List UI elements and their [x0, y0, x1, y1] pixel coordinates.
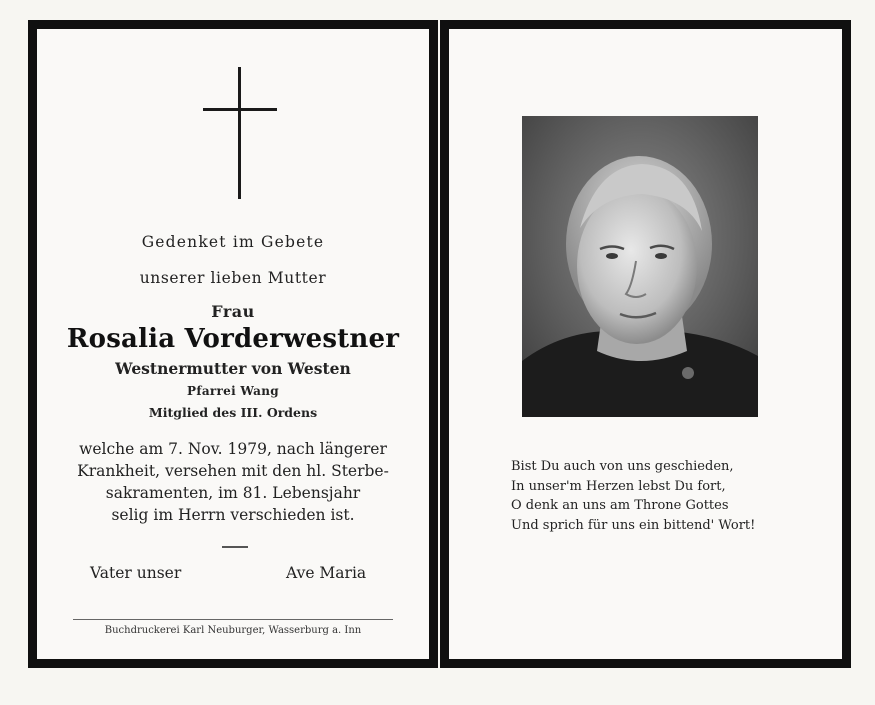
title-prefix: Frau — [211, 302, 255, 321]
verse-line: Und sprich für uns ein bittend' Wort! — [511, 517, 756, 533]
portrait-photo — [522, 116, 758, 417]
verse-line: In unser'm Herzen lebst Du fort, — [511, 478, 726, 494]
deceased-role: Westnermutter von Westen — [115, 359, 351, 378]
obituary-line: welche am 7. Nov. 1979, nach längerer — [79, 440, 387, 458]
prayer-left: Vater unser — [90, 564, 182, 582]
parish: Pfarrei Wang — [187, 384, 279, 398]
obituary-line: sakramenten, im 81. Lebensjahr — [105, 484, 361, 502]
right-panel — [449, 29, 842, 659]
cross-icon — [238, 67, 241, 199]
cross-icon-bar — [203, 108, 277, 111]
verse-line: O denk an uns am Throne Gottes — [511, 498, 729, 513]
memorial-verse — [511, 457, 755, 535]
deceased-name: Rosalia Vorderwestner — [66, 324, 400, 354]
footer-rule — [73, 619, 393, 620]
obituary-text — [37, 438, 429, 526]
divider — [222, 546, 248, 548]
memorial-card-right — [440, 20, 851, 668]
membership: Mitglied des III. Ordens — [148, 405, 318, 420]
prayer-right: Ave Maria — [286, 564, 367, 582]
subheading: unserer lieben Mutter — [139, 269, 327, 287]
obituary-line: selig im Herrn verschieden ist. — [111, 506, 355, 524]
verse-line: Bist Du auch von uns geschieden, — [511, 459, 734, 474]
obituary-line: Krankheit, versehen mit den hl. Sterbe- — [77, 462, 389, 480]
memorial-card-left — [28, 20, 438, 668]
left-panel — [37, 29, 429, 659]
printer-credit: Buchdruckerei Karl Neuburger, Wasserburg a. Inn — [104, 625, 362, 636]
heading: Gedenket im Gebete — [141, 233, 325, 251]
